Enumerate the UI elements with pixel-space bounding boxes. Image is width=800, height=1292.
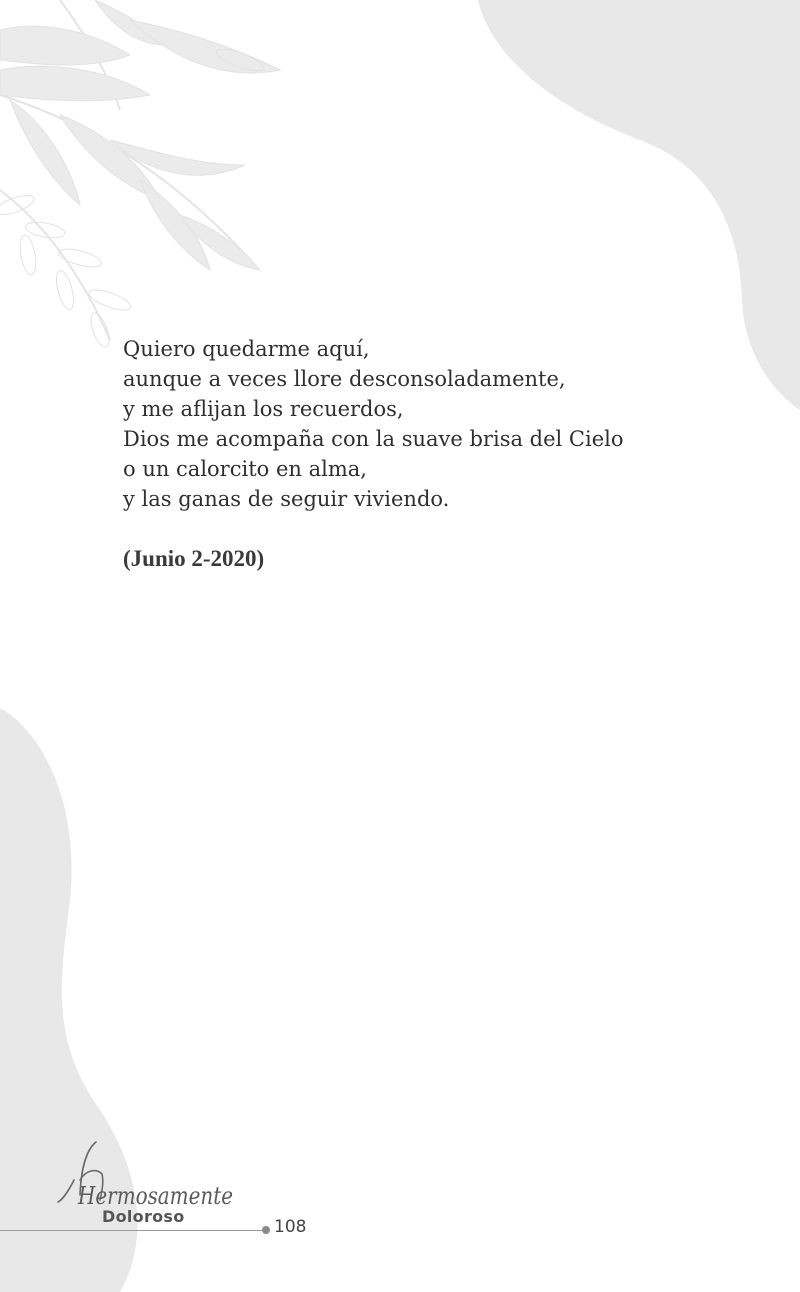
footer-divider xyxy=(0,1230,266,1231)
poem-line: Dios me acompaña con la suave brisa del Cielo xyxy=(123,427,624,451)
footer-dot-icon xyxy=(262,1226,270,1234)
book-title-sub: Doloroso xyxy=(102,1207,185,1226)
book-title-script xyxy=(56,1140,256,1212)
leaf-branch-icon xyxy=(0,0,280,349)
poem-line: o un calorcito en alma, xyxy=(123,457,367,481)
poem-text xyxy=(123,334,743,514)
poem-line: y me aflijan los recuerdos, xyxy=(123,397,404,421)
poem-line: Quiero quedarme aquí, xyxy=(123,337,370,361)
book-title-script-text: Hermosamente xyxy=(77,1182,234,1210)
poem-date: (Junio 2-2020) xyxy=(123,546,265,571)
poem-line: y las ganas de seguir viviendo. xyxy=(123,487,450,511)
poem-line: aunque a veces llore desconsoladamente, xyxy=(123,367,566,391)
page-number: 108 xyxy=(274,1217,307,1237)
